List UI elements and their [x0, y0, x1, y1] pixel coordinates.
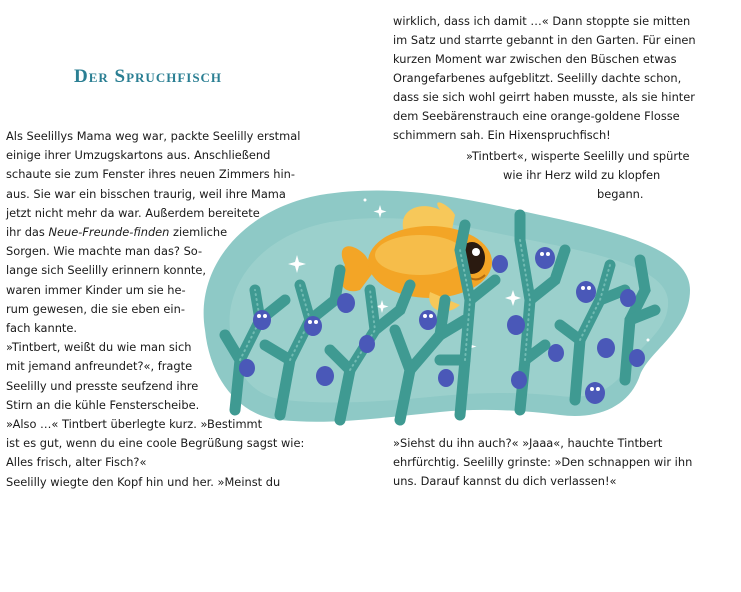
text-line: »Tintbert, weißt du wie man sich [6, 340, 192, 355]
text-line: aus. Sie war ein bisschen traurig, weil ihre Mama [6, 186, 286, 201]
chapter-title: Der Spruchfisch [74, 66, 223, 87]
text-line: mit jemand anfreundet?«, fragte [6, 359, 193, 374]
text-line: waren immer Kinder um sie he- [6, 282, 186, 297]
text-line: dem Seebärenstrauch eine orange-goldene Flosse [393, 109, 680, 123]
text-line: ist es gut, wenn du eine coole Begrüßung sagst wie: [6, 436, 305, 451]
text-line: »Tintbert«, wisperte Seelilly und spürte [466, 149, 690, 163]
text-line: Seelilly und presste seufzend ihre [6, 378, 199, 393]
text-line: schimmern sah. Ein Hixenspruchfisch! [393, 128, 611, 142]
text-line: »Siehst du ihn auch?« »Jaaa«, hauchte Tintbert [393, 436, 663, 450]
text-line: schaute sie zum Fenster ihres neuen Zimmers hin- [6, 167, 296, 182]
text-line: rum gewesen, die sie eben ein- [6, 301, 185, 316]
text-line: kurzen Moment war zwischen den Büschen etwas [393, 52, 677, 66]
text-line: einige ihrer Umzugskartons aus. Anschließend [6, 148, 271, 163]
text-line: Seelilly wiegte den Kopf hin und her. »Meinst du [6, 474, 281, 489]
text-line: jetzt nicht mehr da war. Außerdem bereitete [6, 205, 260, 220]
text-line: dass sie sich wohl geirrt haben musste, als sie hinter [393, 90, 695, 104]
text-line: wirklich, dass ich damit …« Dann stoppte sie mitten [393, 14, 691, 28]
text-line: »Also …« Tintbert überlegte kurz. »Bestimmt [6, 417, 263, 431]
text-line: ehrfürchtig. Seelilly grinste: »Den schnappen wir ihn [393, 455, 693, 469]
text-line: Stirn an die kühle Fensterscheibe. [6, 397, 200, 412]
text-line: fach kannte. [6, 321, 78, 335]
text-line: Orangefarbenes aufgeblitzt. Seelilly dachte schon, [393, 71, 682, 85]
text-line: Als Seelillys Mama weg war, packte Seelilly erstmal [6, 129, 301, 143]
text-line: uns. Darauf kannst du dich verlassen!« [393, 474, 617, 488]
text-line: Sorgen. Wie machte man das? So- [6, 244, 203, 259]
text-line: Alles frisch, alter Fisch?« [6, 455, 147, 470]
text-line: im Satz und starrte gebannt in den Garten. Für einen [393, 33, 696, 47]
text-line: ihr das Neue-Freunde-finden ziemliche [6, 225, 228, 239]
text-line: wie ihr Herz wild zu klopfen [503, 168, 661, 182]
text-line: begann. [597, 187, 644, 201]
text-line: lange sich Seelilly erinnern konnte, [6, 263, 207, 278]
